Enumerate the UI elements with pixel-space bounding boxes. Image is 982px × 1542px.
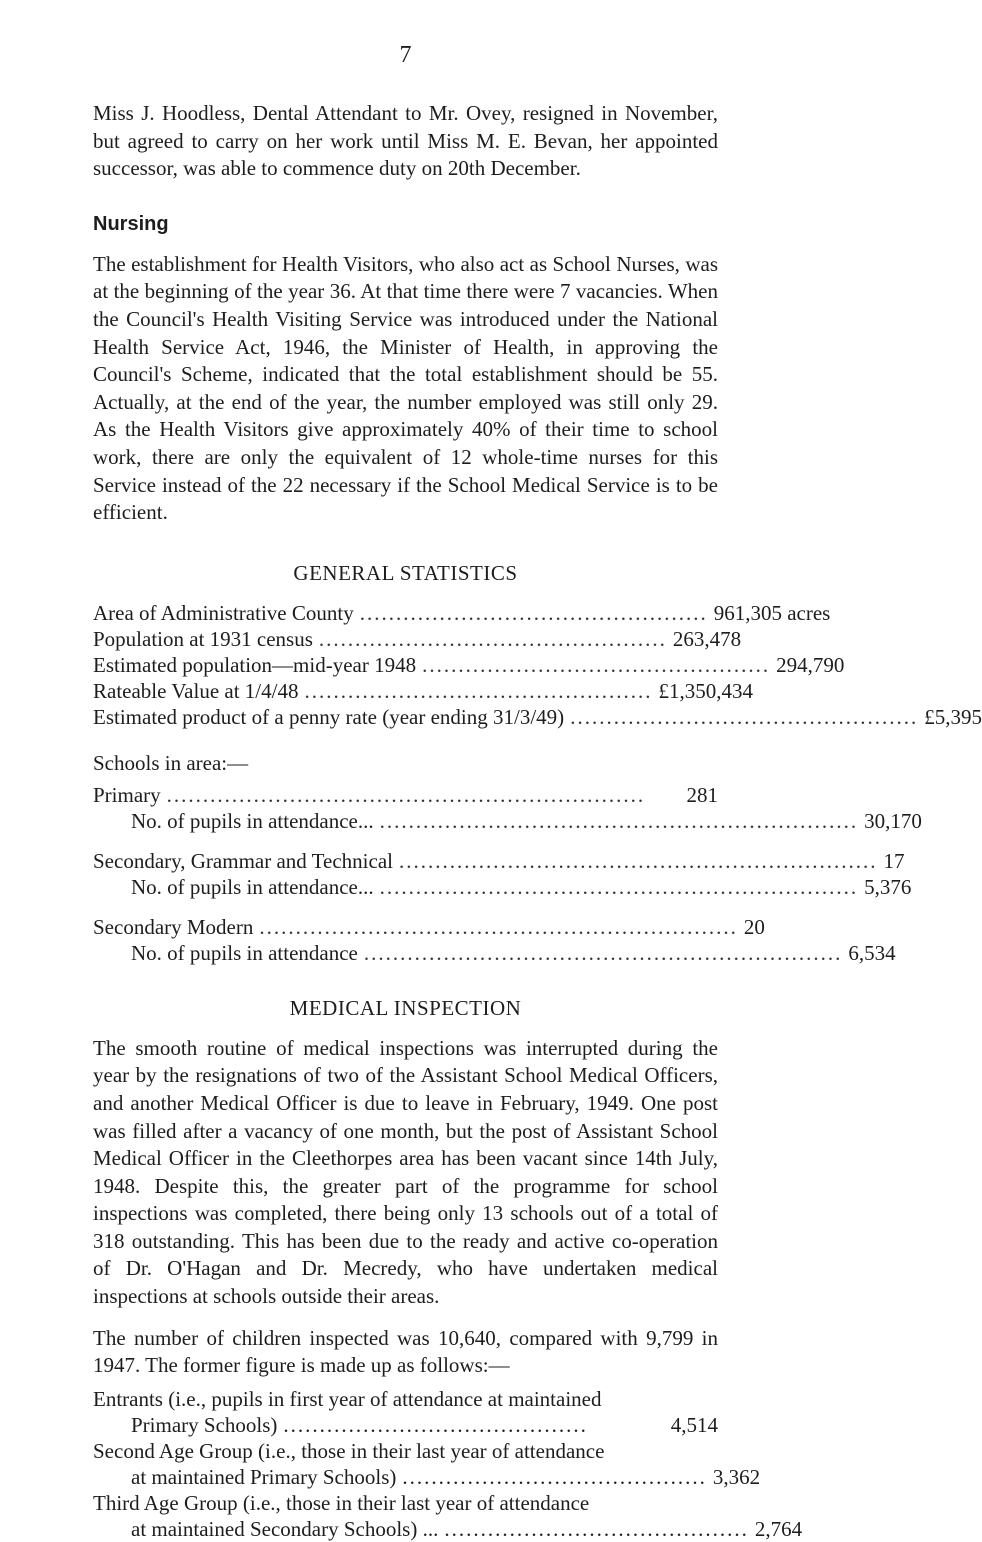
list-item: Third Age Group (i.e., those in their last year of attendance at maintained Secondary Schools) ... .......................................... 2,764 [93,1490,803,1541]
page-number: 7 [399,42,412,68]
school-row: Secondary Modern .................................................................. 20 [93,914,765,939]
school-value: 5,376 [864,874,912,899]
stat-label: Area of Administrative County [93,600,354,625]
stat-value: 961,305 acres [713,600,831,625]
school-value: 17 [883,848,905,873]
stat-row: Population at 1931 census ................................................ 263,478 [93,626,742,651]
school-row: No. of pupils in attendance... .................................................................. 30,170 [131,808,922,833]
stat-row: Area of Administrative County ................................................ 961,305 acres [93,600,831,625]
school-value: 281 [686,782,718,807]
school-row: Secondary, Grammar and Technical .................................................................. 17 [93,848,905,873]
stat-label: Estimated product of a penny rate (year ending 31/3/49) [93,704,565,729]
medical-paragraph-2: The number of children inspected was 10,640, compared with 9,799 in 1947. The former figure is made up as follows:— [93,1325,718,1378]
school-row: Primary .................................................................. 281 [93,782,718,807]
intro-paragraph: Miss J. Hoodless, Dental Attendant to Mr. Ovey, resigned in November, but agreed to carry on her work until Miss M. E. Bevan, her appointed successor, was able to commence duty on 20th December. [93,101,718,181]
stat-row: Estimated population—mid-year 1948 ................................................ 294,790 [93,652,845,677]
list-item: Second Age Group (i.e., those in their last year of attendance at maintained Primary Schools) .......................................... 3,362 [93,1438,761,1489]
group-line-2: at maintained Primary Schools) [131,1464,397,1489]
school-value: 30,170 [864,808,922,833]
group-value: 3,362 [712,1464,761,1489]
school-label: No. of pupils in attendance... [131,808,374,833]
school-label: Primary [93,782,161,807]
stat-value: £1,350,434 [658,678,753,703]
stat-row: Rateable Value at 1/4/48 ................................................ £1,350,434 [93,678,753,703]
school-label: Secondary Modern [93,914,254,939]
group-line-1: Second Age Group (i.e., those in their last year of attendance [93,1438,605,1463]
nursing-paragraph: The establishment for Health Visitors, who also act as School Nurses, was at the beginning of the year 36. At that time there were 7 vacancies. When the Council's Health Visiting Service was introduced under the National Health Service Act, 1946, the Minister of Health, in approving the Council's Scheme, indicated that the total establishment should be 55. Actually, at the end of the year, the number employed was still only 29. As the Health Visitors give approximately 40% of their time to school work, there are only the equivalent of 12 whole-time nurses for this Service instead of the 22 necessary if the School Medical Service is to be efficient. [93,251,718,525]
schools-label: Schools in area:— [93,750,249,775]
schools-table [93,782,922,966]
stat-value: 294,790 [776,652,845,677]
group-value: 4,514 [670,1412,718,1437]
list-item: Entrants (i.e., pupils in first year of attendance at maintained Primary Schools) .......................................... 4,514 [93,1386,718,1437]
group-line-1: Third Age Group (i.e., those in their last year of attendance [93,1490,590,1515]
medical-paragraph-1: The smooth routine of medical inspections was interrupted during the year by the resignations of two of the Assistant School Medical Officers, and another Medical Officer is due to leave in February, 1949. One post was filled after a vacancy of one month, but the post of Assistant School Medical Officer in the Cleethorpes area has been vacant since 14th July, 1948. Despite this, the greater part of the programme for school inspections was completed, there being only 13 schools out of a total of 318 outstanding. This has been due to the ready and active co-operation of Dr. O'Hagan and Dr. Mecredy, who have undertaken medical inspections at schools outside their areas. [93,1035,718,1309]
group-line-2: at maintained Secondary Schools) ... [131,1516,439,1541]
group-value: 2,764 [754,1516,803,1541]
stat-row: Estimated product of a penny rate (year ending 31/3/49) ................................................ £5,395 [93,704,982,729]
general-statistics-heading: GENERAL STATISTICS [293,560,518,585]
school-label: No. of pupils in attendance... [131,874,374,899]
stat-value: 263,478 [672,626,742,651]
group-line-1: Entrants (i.e., pupils in first year of attendance at maintained [93,1386,602,1411]
school-label: No. of pupils in attendance [131,940,358,965]
age-group-list [93,1386,803,1542]
school-value: 20 [743,914,765,939]
group-line-2: Primary Schools) [131,1412,278,1437]
school-row: No. of pupils in attendance... .................................................................. 5,376 [131,874,912,899]
stat-label: Rateable Value at 1/4/48 [93,678,299,703]
statistics-table [93,600,982,730]
stat-label: Estimated population—mid-year 1948 [93,652,417,677]
stat-value: £5,395 [924,704,982,729]
school-label: Secondary, Grammar and Technical [93,848,393,873]
nursing-heading: Nursing [93,212,169,235]
stat-label: Population at 1931 census [93,626,313,651]
page [93,40,982,1542]
school-value: 6,534 [848,940,896,965]
medical-inspection-heading: MEDICAL INSPECTION [289,995,522,1020]
school-row: No. of pupils in attendance .................................................................. 6,534 [131,940,896,965]
